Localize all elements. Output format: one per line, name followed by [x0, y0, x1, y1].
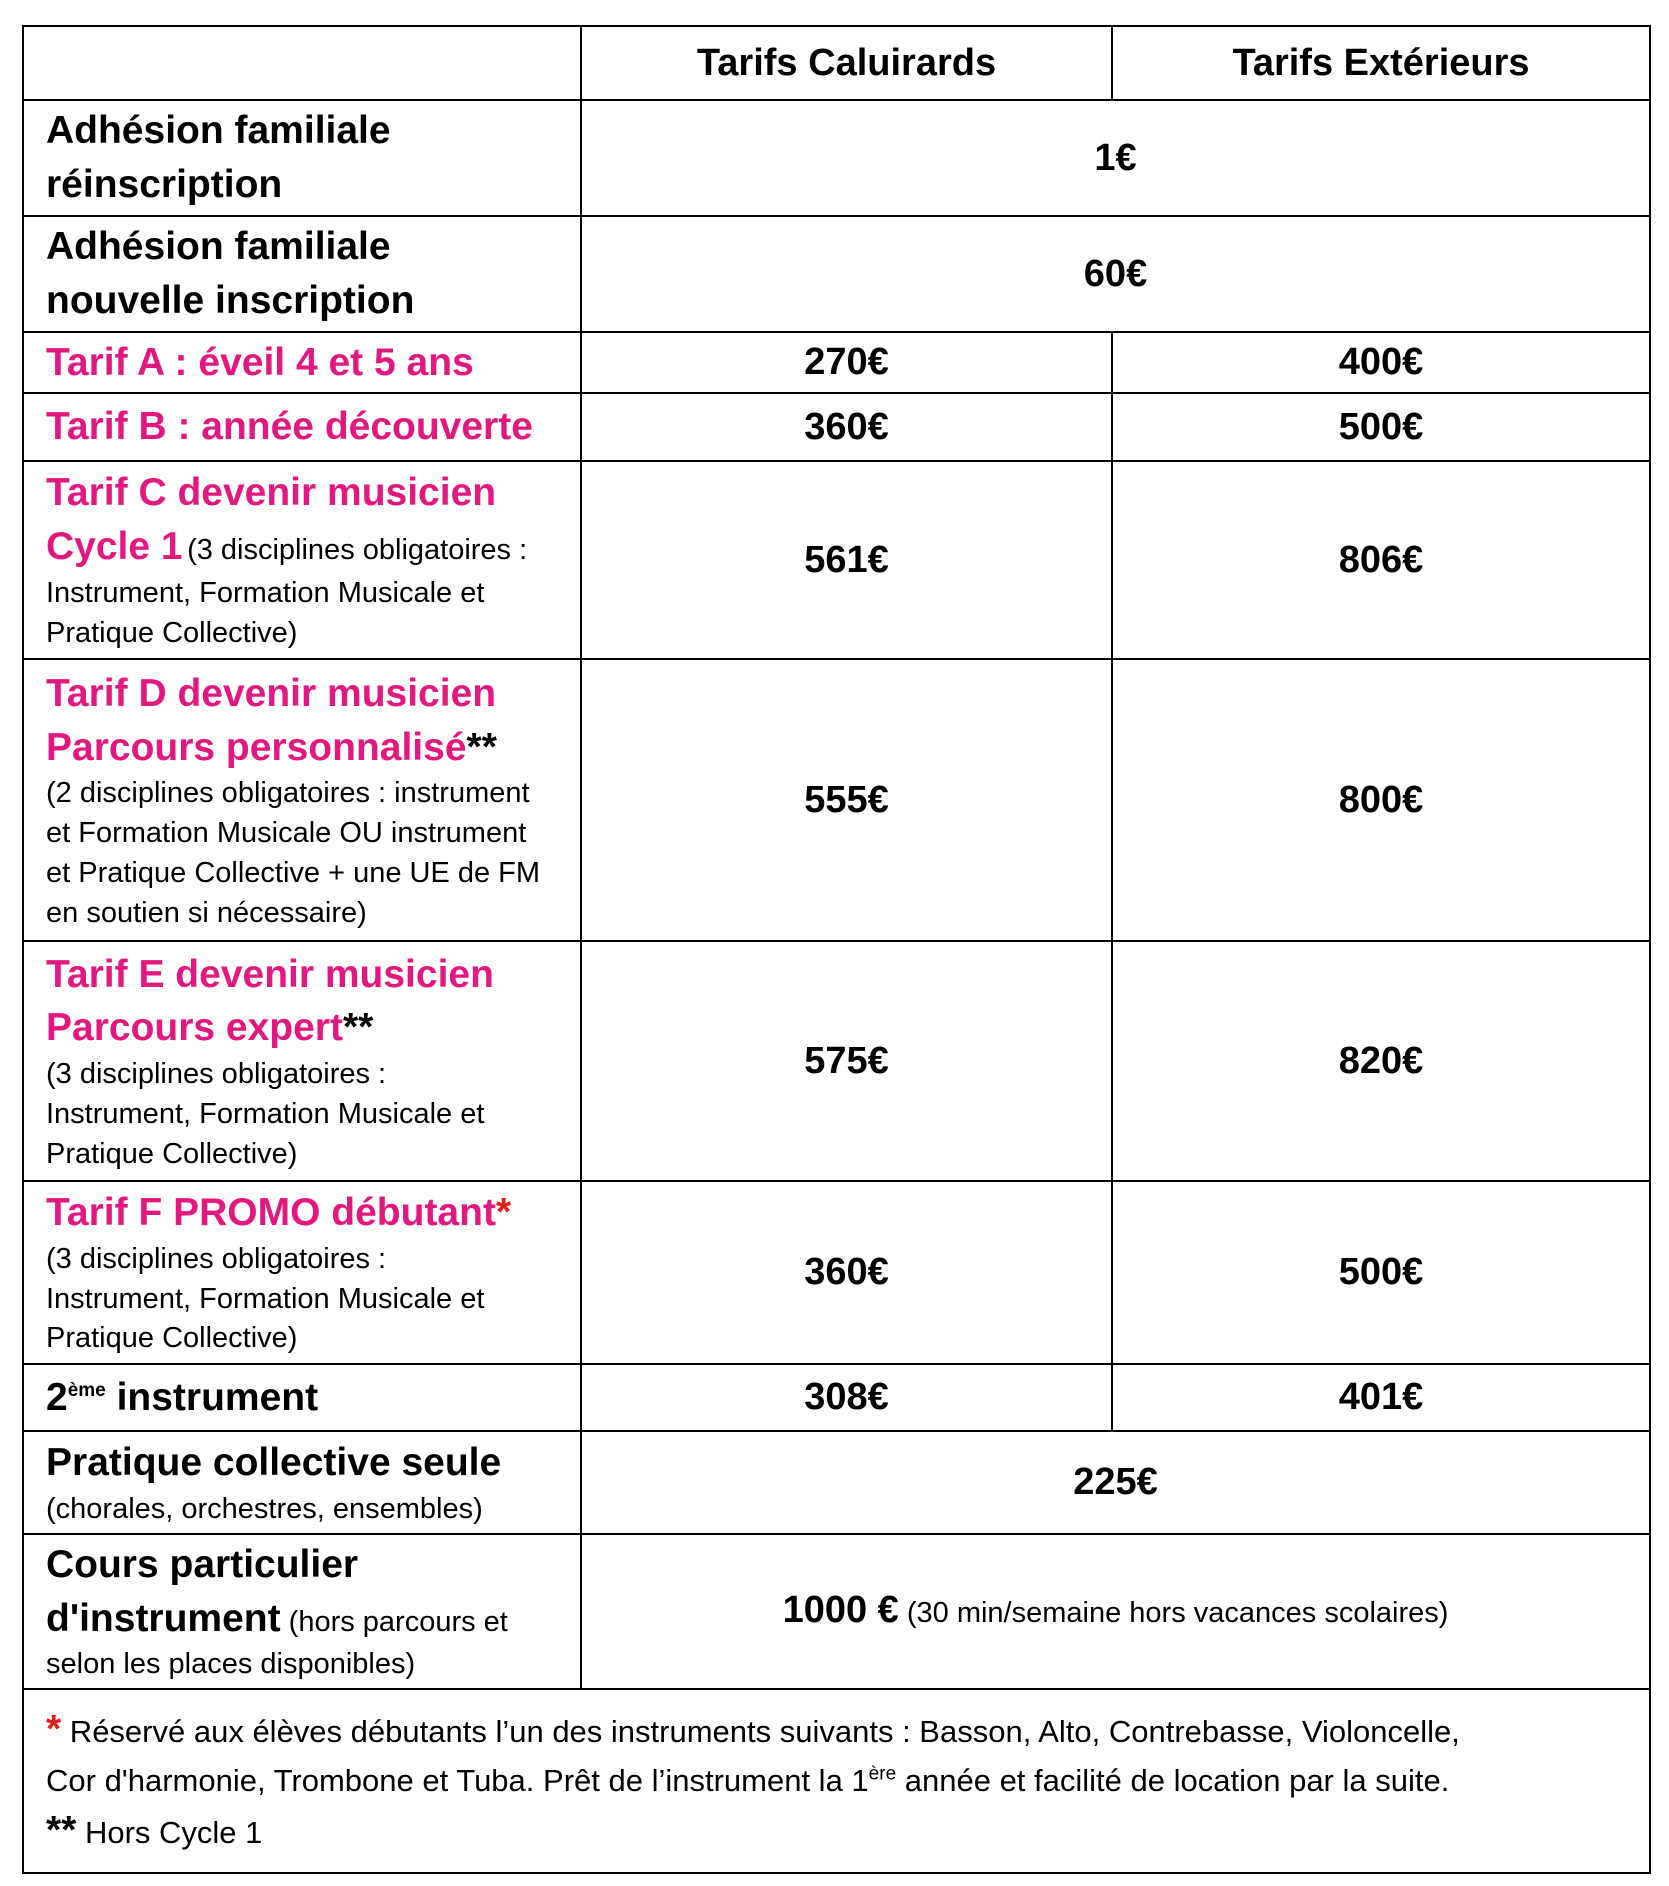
tarif-title: Cours particulier [46, 1542, 359, 1586]
footnote-marker: * [495, 1191, 512, 1235]
tarif-title: Tarif D devenir musicien [46, 671, 497, 715]
table-row [23, 1534, 1650, 1689]
tarif-detail: et Pratique Collective + une UE de FM [46, 856, 541, 889]
price-exterieurs: 806€ [1112, 461, 1650, 659]
tarif-detail: (chorales, orchestres, ensembles) [46, 1492, 483, 1525]
tarif-detail: (3 disciplines obligatoires : [46, 1242, 387, 1275]
price-exterieurs: 800€ [1112, 659, 1650, 941]
header-caluirards: Tarifs Caluirards [581, 26, 1112, 100]
price-exterieurs: 500€ [1112, 393, 1650, 461]
price-caluirards: 270€ [581, 332, 1112, 393]
tarif-subtitle: Parcours personnalisé [46, 725, 467, 769]
price-both: 225€ [581, 1431, 1650, 1534]
tarif-title: Tarif C devenir musicien [46, 471, 497, 515]
tarif-detail: (hors parcours et [280, 1605, 508, 1638]
tarif-detail: Pratique Collective) [46, 1322, 298, 1355]
price-table [22, 25, 1651, 1874]
tarif-title: Tarif E devenir musicien [46, 952, 494, 996]
row-label [23, 659, 581, 941]
tarif-detail: Pratique Collective) [46, 616, 298, 649]
price-exterieurs: 500€ [1112, 1181, 1650, 1364]
footnotes-row [23, 1689, 1650, 1873]
header-empty-cell [23, 26, 581, 100]
tarif-detail: et Formation Musicale OU instrument [46, 817, 527, 850]
price-exterieurs: 820€ [1112, 941, 1650, 1181]
tarif-detail: (3 disciplines obligatoires : [46, 1058, 387, 1091]
price-note: (30 min/semaine hors vacances scolaires) [898, 1597, 1449, 1630]
price-caluirards: 561€ [581, 461, 1112, 659]
row-label: Tarif A : éveil 4 et 5 ans [23, 332, 581, 393]
row-label [23, 461, 581, 659]
row-label: Tarif B : année découverte [23, 393, 581, 461]
price-caluirards: 575€ [581, 941, 1112, 1181]
table-header-row [23, 26, 1650, 100]
footnote-text: Hors Cycle 1 [76, 1815, 263, 1851]
price-caluirards: 308€ [581, 1364, 1112, 1431]
table-row [23, 461, 1650, 659]
tarif-detail: Instrument, Formation Musicale et [46, 1282, 485, 1315]
footnote-marker: ** [342, 1006, 374, 1050]
price-caluirards: 555€ [581, 659, 1112, 941]
footnote-double-star: ** [46, 1809, 77, 1853]
table-row [23, 100, 1650, 216]
header-exterieurs: Tarifs Extérieurs [1112, 26, 1650, 100]
price-caluirards: 360€ [581, 393, 1112, 461]
table-row [23, 1431, 1650, 1534]
label-line: Adhésion familiale [46, 225, 391, 269]
tarif-title: Pratique collective seule [46, 1440, 502, 1484]
table-row [23, 1364, 1650, 1431]
price-both: 1€ [581, 100, 1650, 216]
footnotes [23, 1689, 1650, 1873]
tarif-title: Tarif F PROMO débutant [46, 1191, 496, 1235]
row-label [23, 1431, 581, 1534]
row-label [23, 1534, 581, 1689]
table-row [23, 941, 1650, 1181]
row-label [23, 216, 581, 332]
label-number: 2 [46, 1375, 68, 1419]
price-both [581, 1534, 1650, 1689]
tarif-subtitle: d'instrument [46, 1596, 281, 1640]
tarif-detail: en soutien si nécessaire) [46, 896, 367, 929]
price-exterieurs: 400€ [1112, 332, 1650, 393]
table-row [23, 1181, 1650, 1364]
row-label [23, 1181, 581, 1364]
row-label [23, 100, 581, 216]
price-exterieurs: 401€ [1112, 1364, 1650, 1431]
footnote-text: Cor d'harmonie, Trombone et Tuba. Prêt de l’instrument la 1 [46, 1762, 869, 1798]
tarif-detail: (2 disciplines obligatoires : instrument [46, 777, 530, 810]
tarif-subtitle: Cycle 1 [46, 525, 183, 569]
tarif-detail: Instrument, Formation Musicale et [46, 1097, 485, 1130]
price-value: 1000 € [782, 1589, 899, 1632]
label-line: Adhésion familiale [46, 109, 391, 153]
label-line: nouvelle inscription [46, 279, 415, 322]
table-row [23, 659, 1650, 941]
tarif-subtitle: Parcours expert [46, 1006, 343, 1050]
footnote-star: * [46, 1708, 62, 1751]
footnote-superscript: ère [868, 1763, 897, 1785]
tarif-detail: selon les places disponibles) [46, 1648, 416, 1681]
tarif-detail: (3 disciplines obligatoires : [187, 534, 528, 567]
footnote-text: année et facilité de location par la suite. [896, 1762, 1450, 1798]
row-label [23, 1364, 581, 1431]
label-line: réinscription [46, 163, 283, 206]
label-superscript: ème [67, 1379, 106, 1401]
footnote-marker: ** [466, 725, 497, 769]
tarif-detail: Instrument, Formation Musicale et [46, 577, 485, 610]
table-row [23, 393, 1650, 461]
price-caluirards: 360€ [581, 1181, 1112, 1364]
label-text: instrument [105, 1375, 319, 1419]
footnote-text: Réservé aux élèves débutants l’un des instruments suivants : Basson, Alto, Contrebasse, Violoncelle, [61, 1714, 1460, 1749]
price-both: 60€ [581, 216, 1650, 332]
table-row [23, 216, 1650, 332]
tarif-detail: Pratique Collective) [46, 1137, 298, 1170]
row-label [23, 941, 581, 1181]
table-row [23, 332, 1650, 393]
